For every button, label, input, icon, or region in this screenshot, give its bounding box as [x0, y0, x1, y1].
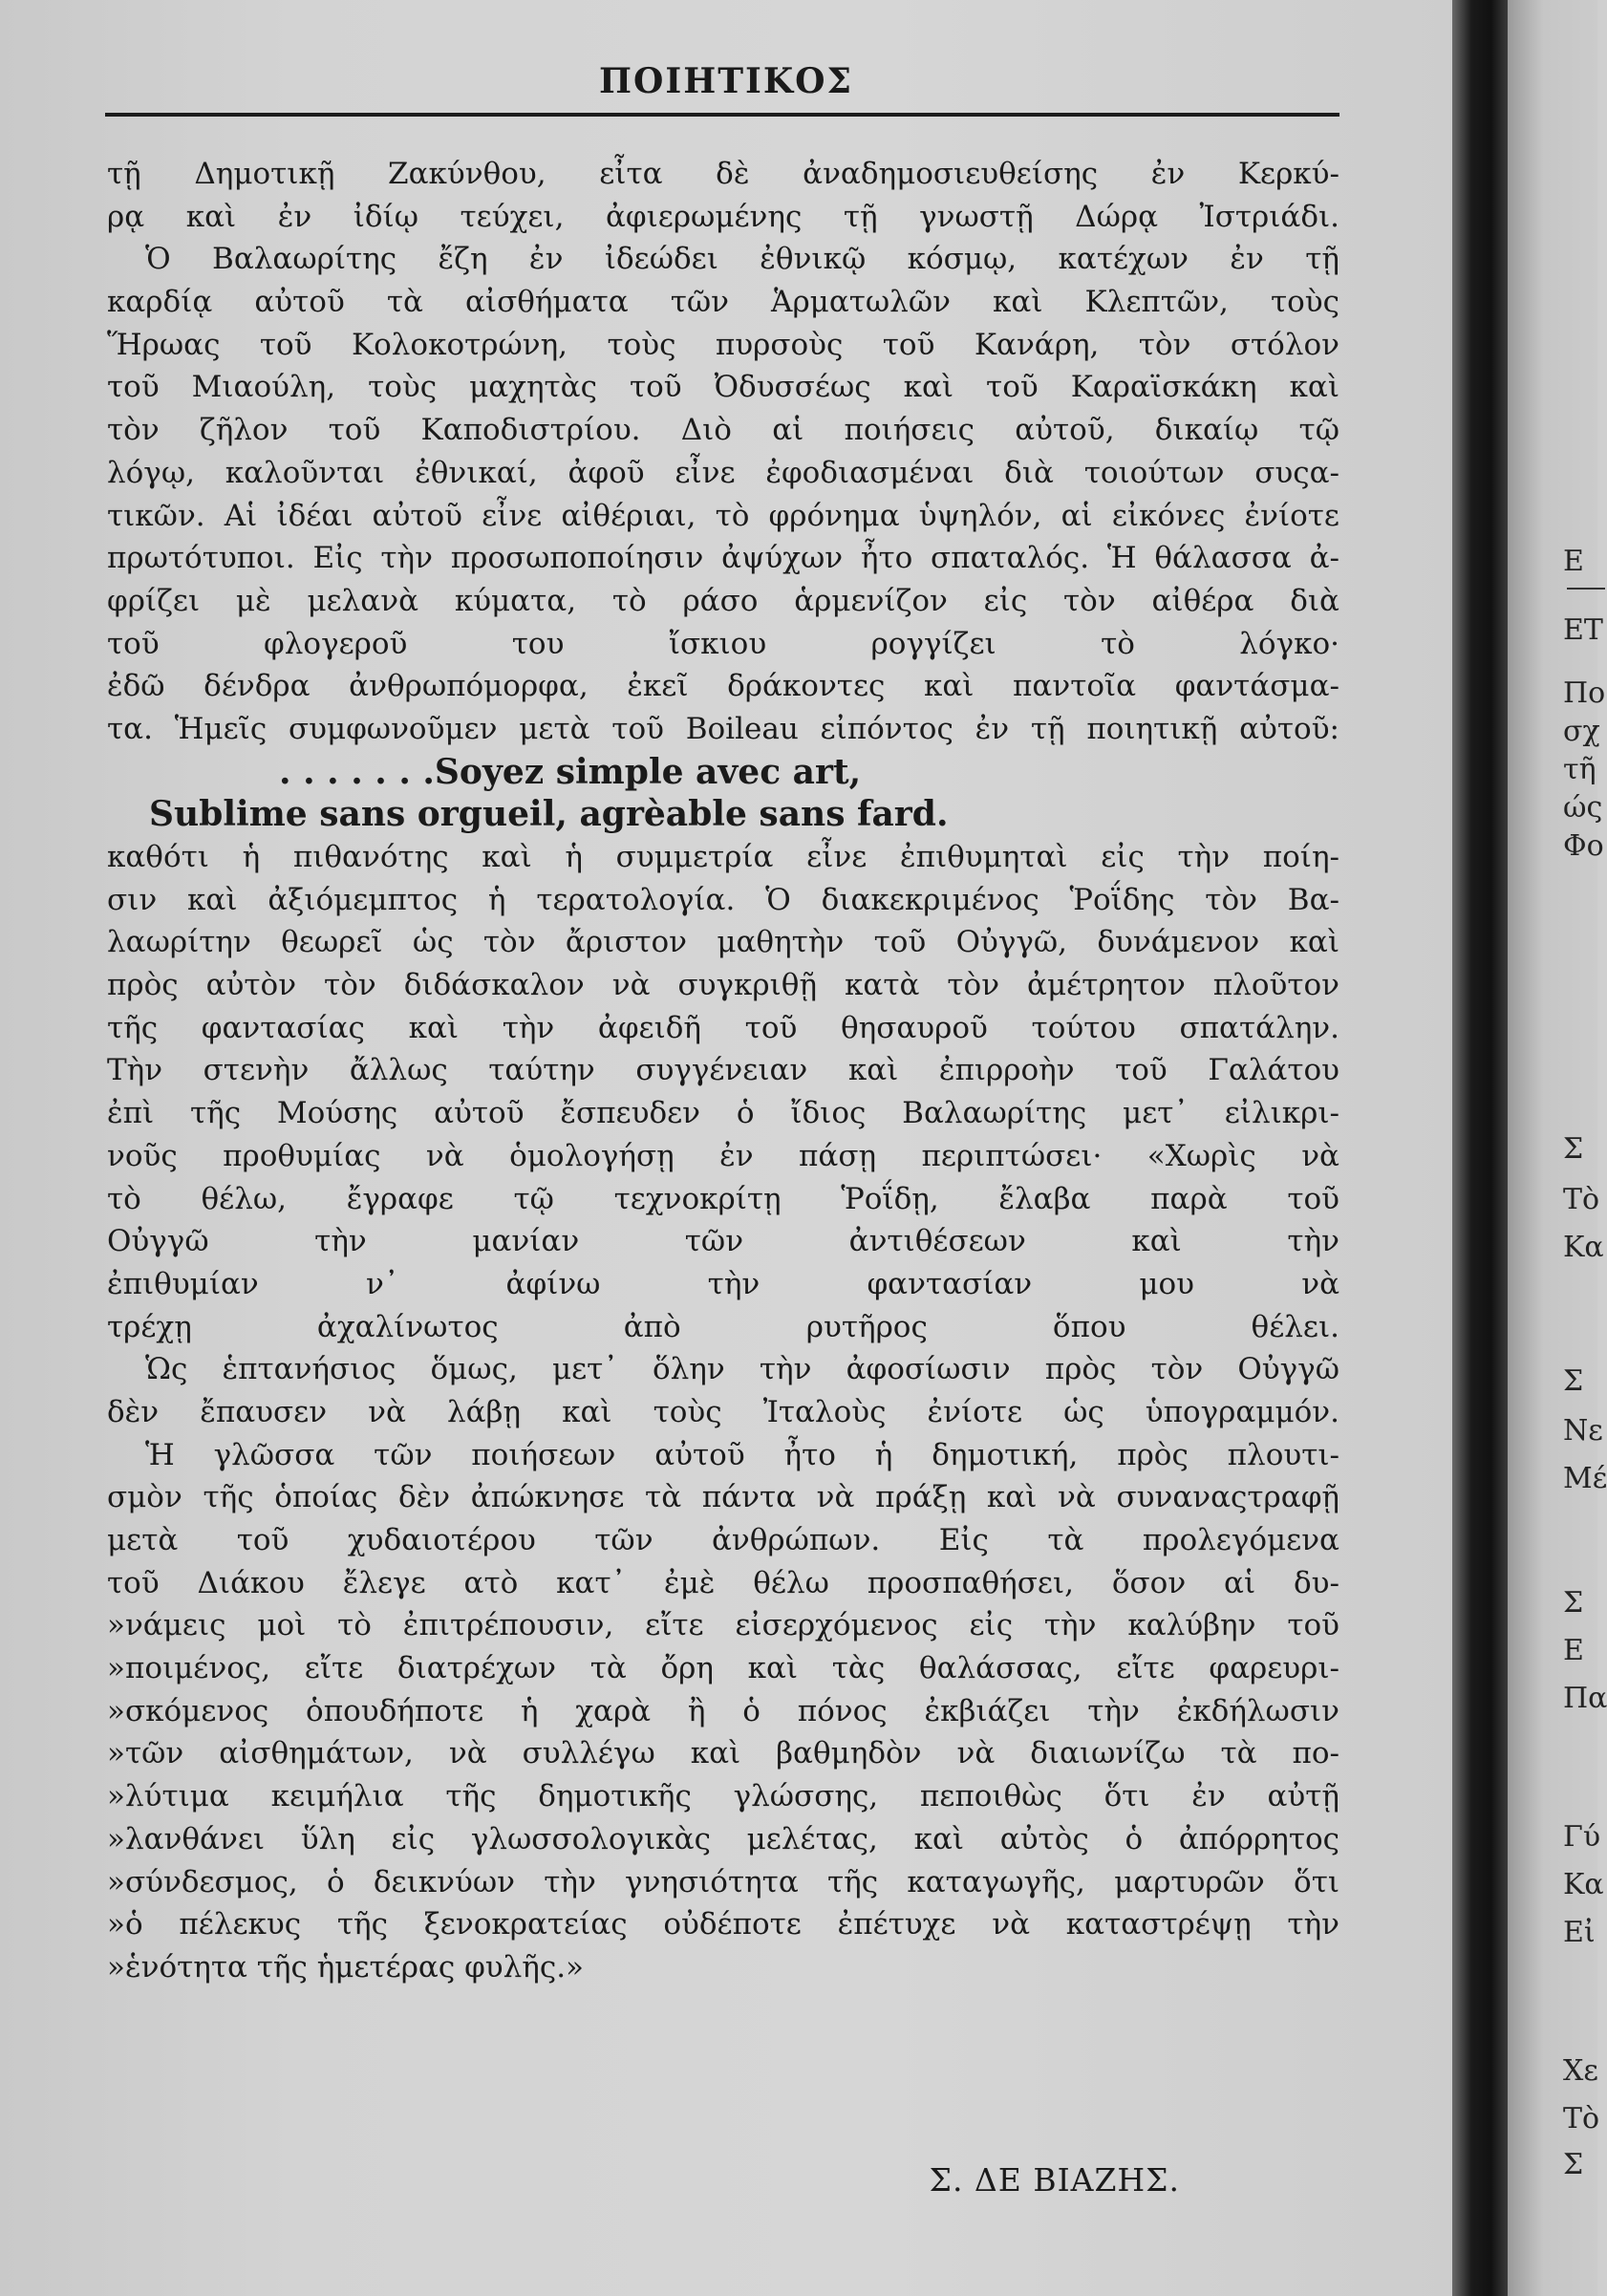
text-line: »ὁ πέλεκυς τῆς ξενοκρατείας οὐδέποτε ἐπέτυχε νὰ καταστρέψῃ τὴν: [107, 1907, 1339, 1942]
text-line: τα. Ἡμεῖς συμφωνοῦμεν μετὰ τοῦ Boileau εἰπόντος ἐν τῇ ποιητικῇ αὐτοῦ:: [107, 711, 1339, 746]
text-line: »σύνδεσμος, ὁ δεικνύων τὴν γνησιότητα τῆς καταγωγῆς, μαρτυρῶν ὅτι: [107, 1864, 1339, 1899]
adjacent-page-fragment: Τὸ: [1563, 1183, 1600, 1216]
author-signature: Σ. ΔΕ ΒΙΑΖΗΣ.: [929, 2161, 1180, 2199]
text-line: Οὐγγῶ τὴν μανίαν τῶν ἀντιθέσεων καὶ τὴν: [107, 1224, 1339, 1259]
header-rule: [105, 113, 1339, 117]
text-line: τοῦ φλογεροῦ του ἴσκιου ρογγίζει τὸ λόγκο·: [107, 626, 1339, 661]
text-line: »νάμεις μοὶ τὸ ἐπιτρέπουσιν, εἴτε εἰσερχόμενος εἰς τὴν καλύβην τοῦ: [107, 1608, 1339, 1643]
quote-line: . . . . . . .Soyez simple avec art,: [279, 751, 862, 792]
text-line: ἐδῶ δένδρα ἀνθρωπόμορφα, ἐκεῖ δράκοντες καὶ παντοῖα φαντάσμα-: [107, 669, 1339, 704]
adjacent-page-fragment: Ε: [1563, 1634, 1584, 1667]
text-line: νοῦς προθυμίας νὰ ὁμολογήσῃ ἐν πάσῃ περιπτώσει· «Χωρὶς νὰ: [107, 1138, 1339, 1173]
text-line: »σκόμενος ὁπουδήποτε ἡ χαρὰ ἢ ὁ πόνος ἐκβιάζει τὴν ἐκδήλωσιν: [107, 1693, 1339, 1728]
quote-line: Sublime sans orgueil, agrèable sans fard.: [149, 794, 949, 835]
text-line: μετὰ τοῦ χυδαιοτέρου τῶν ἀνθρώπων. Εἰς τὰ προλεγόμενα: [107, 1523, 1339, 1557]
text-line: Ἡ γλῶσσα τῶν ποιήσεων αὐτοῦ ἦτο ἡ δημοτική, πρὸς πλουτι-: [145, 1437, 1339, 1472]
adjacent-page-fragment: Μέ: [1563, 1462, 1607, 1495]
text-line: καθότι ἡ πιθανότης καὶ ἡ συμμετρία εἶνε ἐπιθυμηταὶ εἰς τὴν ποίη-: [107, 840, 1339, 874]
book-gutter-shadow: [1452, 0, 1508, 2296]
text-line: πρωτότυποι. Εἰς τὴν προσωποποίησιν ἀψύχων ἦτο σπαταλός. Ἡ θάλασσα ἀ-: [107, 541, 1339, 576]
text-line: »λύτιμα κειμήλια τῆς δημοτικῆς γλώσσης, πεποιθὼς ὅτι ἐν αὐτῇ: [107, 1779, 1339, 1814]
adjacent-page-fragment: Κα: [1563, 1231, 1604, 1264]
text-line: »τῶν αἰσθημάτων, νὰ συλλέγω καὶ βαθμηδὸν νὰ διαιωνίζω τὰ πο-: [107, 1736, 1339, 1771]
text-line: λαωρίτην θεωρεῖ ὡς τὸν ἄριστον μαθητὴν τοῦ Οὐγγῶ, δυνάμενον καὶ: [107, 925, 1339, 960]
text-line: σμὸν τῆς ὁποίας δὲν ἀπώκνησε τὰ πάντα νὰ πράξῃ καὶ νὰ συναναςτραφῇ: [107, 1480, 1339, 1515]
text-line: καρδίᾳ αὐτοῦ τὰ αἰσθήματα τῶν Ἁρματωλῶν καὶ Κλεπτῶν, τοὺς: [107, 285, 1339, 320]
text-line: »λανθάνει ὕλη εἰς γλωσσολογικὰς μελέτας, καὶ αὐτὸς ὁ ἀπόρρητος: [107, 1821, 1339, 1856]
adjacent-page-fragment: Σ: [1563, 1586, 1584, 1620]
adjacent-page-fragment: Γύ: [1563, 1820, 1601, 1854]
text-line: λόγῳ, καλοῦνται ἐθνικαί, ἀφοῦ εἶνε ἐφοδιασμέναι διὰ τοιούτων συςα-: [107, 455, 1339, 490]
adjacent-page-edge: [1508, 0, 1607, 2296]
adjacent-page-fragment: Κα: [1563, 1868, 1604, 1901]
adjacent-page-fragment: σχ: [1563, 715, 1600, 748]
text-line: ρᾳ καὶ ἐν ἰδίῳ τεύχει, ἀφιερωμένης τῇ γνωστῇ Δώρᾳ Ἰστριάδι.: [107, 199, 1339, 234]
text-line: τοῦ Μιαούλη, τοὺς μαχητὰς τοῦ Ὀδυσσέως καὶ τοῦ Καραϊσκάκη καὶ: [107, 370, 1339, 405]
text-line: τῆς φαντασίας καὶ τὴν ἀφειδῆ τοῦ θησαυροῦ τούτου σπατάλην.: [107, 1010, 1339, 1045]
running-header: ΠΟΙΗΤΙΚΟΣ: [599, 61, 853, 101]
adjacent-page-fragment: Πα: [1563, 1682, 1607, 1715]
text-line: τῇ Δημοτικῇ Ζακύνθου, εἶτα δὲ ἀναδημοσιευθείσης ἐν Κερκύ-: [107, 157, 1339, 191]
adjacent-page-rule: [1567, 588, 1605, 590]
text-line: πρὸς αὐτὸν τὸν διδάσκαλον νὰ συγκριθῇ κατὰ τὸν ἀμέτρητον πλοῦτον: [107, 968, 1339, 1003]
adjacent-page-fragment: Φο: [1563, 829, 1604, 863]
adjacent-page-fragment: Σ: [1563, 1364, 1584, 1398]
text-line: Ἥρωας τοῦ Κολοκοτρώνη, τοὺς πυρσοὺς τοῦ Κανάρη, τὸν στόλον: [107, 327, 1339, 362]
text-line: Ὁ Βαλαωρίτης ἔζη ἐν ἰδεώδει ἐθνικῷ κόσμῳ, κατέχων ἐν τῇ: [145, 242, 1339, 277]
text-line: σιν καὶ ἀξιόμεμπτος ἡ τερατολογία. Ὁ διακεκριμένος Ῥοΐδης τὸν Βα-: [107, 882, 1339, 917]
text-line: ἐπιθυμίαν ν᾽ ἀφίνω τὴν φαντασίαν μου νὰ: [107, 1266, 1339, 1301]
adjacent-page-fragment: Σ: [1563, 2148, 1584, 2181]
text-line: Τὴν στενὴν ἄλλως ταύτην συγγένειαν καὶ ἐπιρροὴν τοῦ Γαλάτου: [107, 1053, 1339, 1088]
text-line: Ὡς ἑπτανήσιος ὅμως, μετ᾽ ὅλην τὴν ἀφοσίωσιν πρὸς τὸν Οὐγγῶ: [145, 1352, 1339, 1387]
adjacent-page-fragment: Εἰ: [1563, 1916, 1596, 1949]
adjacent-page-fragment: Χε: [1563, 2054, 1598, 2088]
article-body: [107, 153, 1339, 1989]
adjacent-page-fragment: Τὸ: [1563, 2102, 1600, 2135]
adjacent-page-fragment: τῆ: [1563, 753, 1596, 786]
adjacent-page-fragment: Νε: [1563, 1414, 1603, 1448]
text-line: »ποιμένος, εἴτε διατρέχων τὰ ὄρη καὶ τὰς θαλάσσας, εἴτε φαρευρι-: [107, 1651, 1339, 1686]
adjacent-page-fragment: Σ: [1563, 1132, 1584, 1166]
text-line: τοῦ Διάκου ἔλεγε ατὸ κατ᾽ ἐμὲ θέλω προσπαθήσει, ὅσον αἱ δυ-: [107, 1565, 1339, 1600]
text-line: »ἑνότητα τῆς ἡμετέρας φυλῆς.»: [107, 1949, 585, 1985]
text-line: τὸ θέλω, ἔγραφε τῷ τεχνοκρίτῃ Ῥοΐδῃ, ἔλαβα παρὰ τοῦ: [107, 1181, 1339, 1216]
adjacent-page-fragment: ώς: [1563, 791, 1603, 825]
adjacent-page-fragment: Ε: [1563, 545, 1584, 578]
text-line: ἐπὶ τῆς Μούσης αὐτοῦ ἔσπευδεν ὁ ἴδιος Βαλαωρίτης μετ᾽ εἰλικρι-: [107, 1096, 1339, 1131]
text-line: δὲν ἔπαυσεν νὰ λάβῃ καὶ τοὺς Ἰταλοὺς ἐνίοτε ὡς ὑπογραμμόν.: [107, 1394, 1339, 1429]
text-line: τικῶν. Αἱ ἰδέαι αὐτοῦ εἶνε αἰθέριαι, τὸ φρόνημα ὑψηλόν, αἱ εἰκόνες ἐνίοτε: [107, 498, 1339, 533]
text-line: τρέχῃ ἀχαλίνωτος ἀπὸ ρυτῆρος ὅπου θέλει.: [107, 1309, 1339, 1344]
text-line: φρίζει μὲ μελανὰ κύματα, τὸ ράσο ἁρμενίζον εἰς τὸν αἰθέρα διὰ: [107, 583, 1339, 618]
adjacent-page-fragment: Πο: [1563, 676, 1606, 710]
text-line: τὸν ζῆλον τοῦ Καποδιστρίου. Διὸ αἱ ποιήσεις αὐτοῦ, δικαίῳ τῷ: [107, 413, 1339, 448]
adjacent-page-fragment: ΕΤ: [1563, 613, 1603, 647]
